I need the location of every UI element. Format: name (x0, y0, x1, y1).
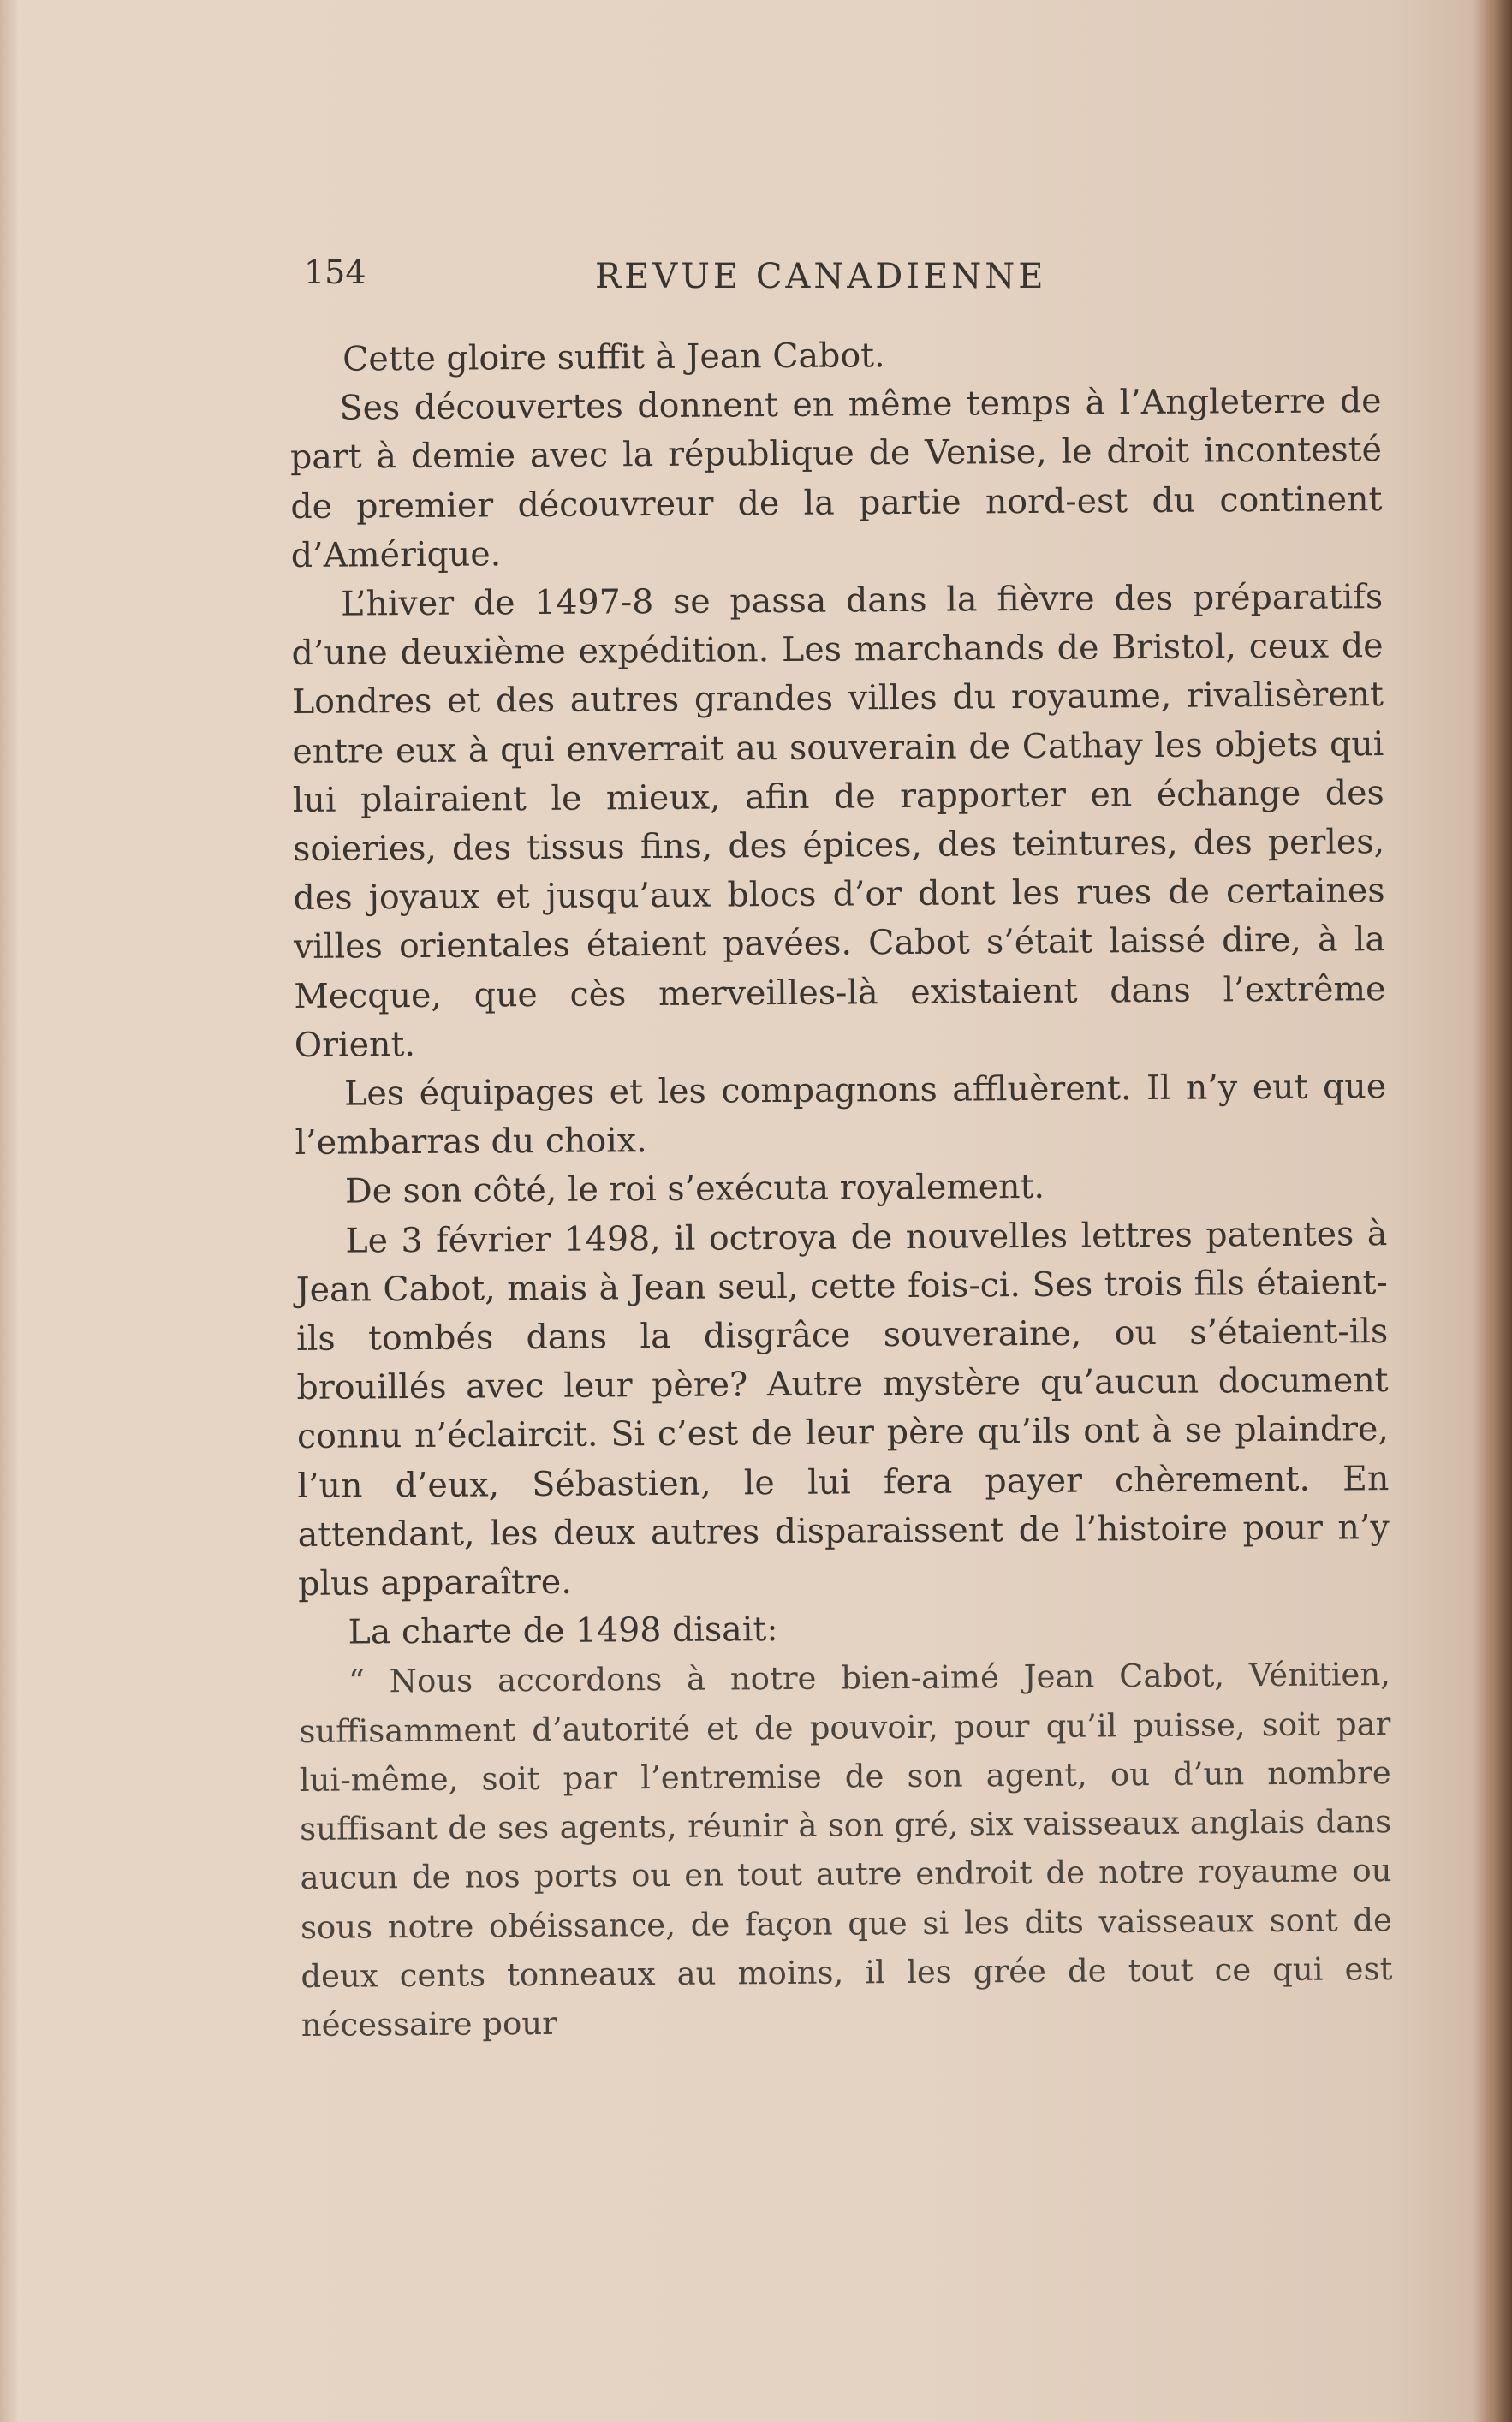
body-text (289, 328, 1393, 2050)
binding-shadow (0, 0, 19, 2422)
paragraph: De son côté, le roi s’exécuta royalement. (344, 1167, 1045, 1212)
paragraph: Le 3 février 1498, il octroya de nouvelles lettres patentes à Jean Cabot, mais à Jean seul, cette fois-ci. Ses trois fils étaient-ils tombés dans la disgrâce souveraine, ou s’étaient-ils brouillés avec leur père? Autre mystère qu’aucun document connu n’éclaircit. Si c’est de leur père qu’ils ont à se plaindre, l’un d’eux, Sébastien, le lui fera payer chèrement. En attendant, les deux autres disparaissent de l’histoire pour n’y plus apparaître. (295, 1213, 1390, 1604)
paragraph: Les équipages et les compagnons affluèrent. Il n’y eut que l’embarras du choix. (295, 1067, 1387, 1163)
quoted-charter: “ Nous accordons à notre bien-aimé Jean Cabot, Vénitien, suffisamment d’autorité et de pouvoir, pour qu’il puisse, soit par lui-même, soit par l’entremise de son agent, ou d’un nombre suffisant de ses agents, réunir à son gré, six vaisseaux anglais dans aucun de nos ports ou en tout autre endroit de notre royaume ou sous notre obéissance, de façon que si les dits vaisseaux sont de deux cents tonneaux au moins, il les grée de tout ce qui est nécessaire pour (299, 1656, 1393, 2044)
page-edge-shadow (1473, 0, 1512, 2422)
paragraph: La charte de 1498 disait: (348, 1610, 778, 1652)
page-number: 154 (304, 253, 366, 291)
running-title: REVUE CANADIENNE (595, 257, 1047, 296)
paragraph: Ses découvertes donnent en même temps à l’Angleterre de part à demie avec la république de Venise, le droit incontesté de premier découvreur de la partie nord-est du continent d’Amérique. (289, 381, 1383, 575)
paragraph: Cette gloire suffit à Jean Cabot. (342, 336, 885, 379)
running-header (304, 253, 1074, 305)
paragraph: L’hiver de 1497-8 se passa dans la fièvre des préparatifs d’une deuxième expédition. Les marchands de Bristol, ceux de Londres et des autres grandes villes du royaume, rivalisèrent entre eux à qui enverrait au souverain de Cathay les objets qui lui plairaient le mieux, afin de rapporter en échange des soieries, des tissus fins, des épices, des teintures, des perles, des joyaux et jusqu’aux blocs d’or dont les rues de certaines villes orientales étaient pavées. Cabot s’était laissé dire, à la Mecque, que cès merveilles-là existaient dans l’extrême Orient. (291, 577, 1386, 1065)
